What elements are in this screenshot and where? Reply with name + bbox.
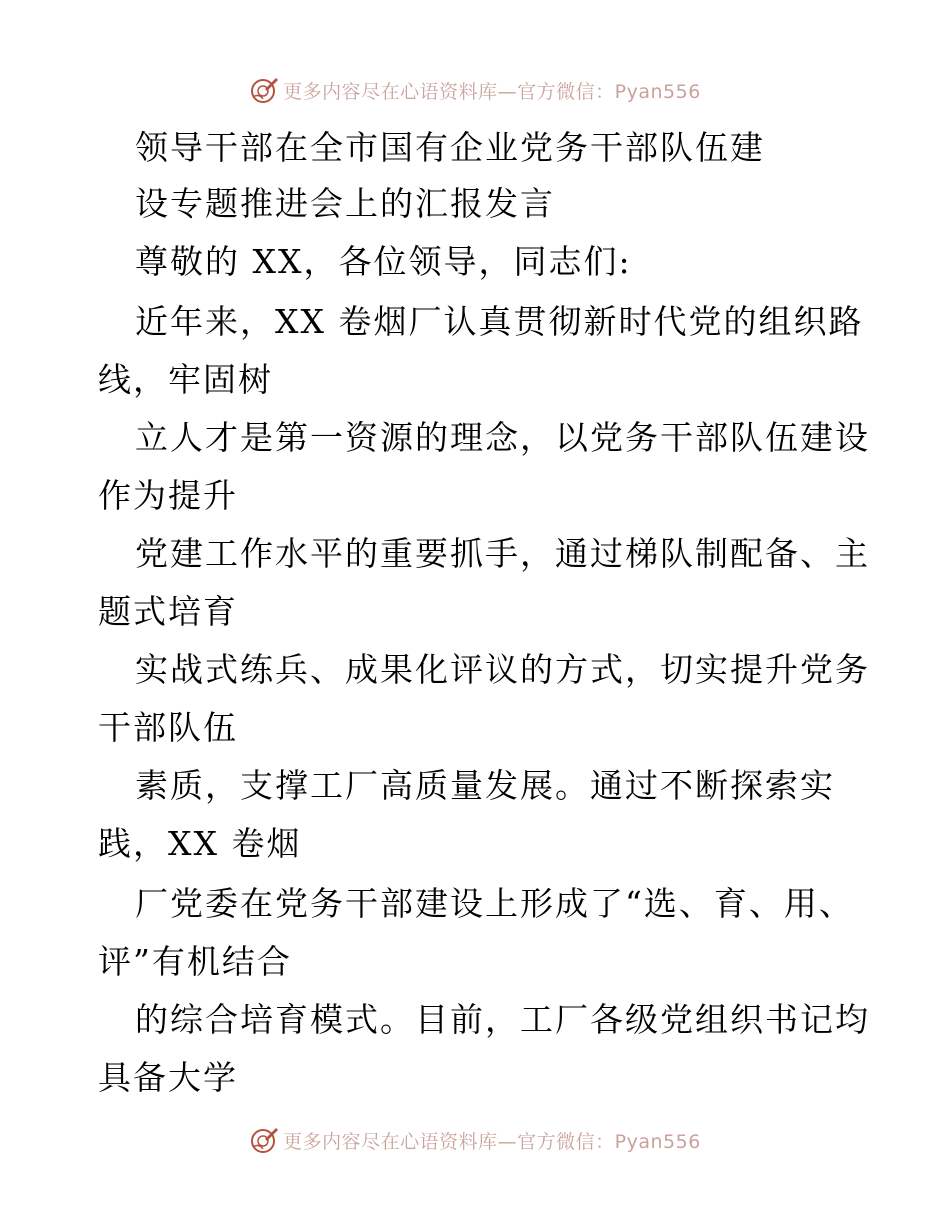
paragraph-line: 厂党委在党务干部建设上形成了“选、育、用、 [135,884,854,923]
paragraph-line: 干部队伍 [98,708,238,747]
header-watermark [0,72,950,108]
salutation: 尊敬的 XX，各位领导，同志们: [135,242,632,281]
paragraph-line: 素质，支撑工厂高质量发展。通过不断探索实 [135,766,835,805]
pen-circle-logo-icon [249,1125,279,1155]
paragraph-line: 党建工作水平的重要抓手，通过梯队制配备、主 [135,534,870,573]
watermark-text: 更多内容尽在心语资料库—官方微信：Pyan556 [283,1130,701,1153]
title-line-1: 领导干部在全市国有企业党务干部队伍建 [135,128,765,167]
paragraph-line: 题式培育 [98,592,238,631]
watermark-text: 更多内容尽在心语资料库—官方微信：Pyan556 [283,80,701,103]
paragraph-line: 践，XX 卷烟 [98,824,302,863]
paragraph-line: 线，牢固树 [98,360,273,399]
paragraph-line: 实战式练兵、成果化评议的方式，切实提升党务 [135,650,870,689]
paragraph-line: 作为提升 [98,476,238,515]
paragraph-line: 立人才是第一资源的理念，以党务干部队伍建设 [135,418,870,457]
pen-circle-logo-icon [249,75,279,105]
paragraph-line: 的综合培育模式。目前，工厂各级党组织书记均 [135,1000,870,1039]
paragraph-line: 具备大学 [98,1058,238,1097]
paragraph-line: 评”有机结合 [98,942,292,981]
title-line-2: 设专题推进会上的汇报发言 [135,184,555,223]
footer-watermark [0,1122,950,1158]
paragraph-line: 近年来，XX 卷烟厂认真贯彻新时代党的组织路 [135,302,864,341]
